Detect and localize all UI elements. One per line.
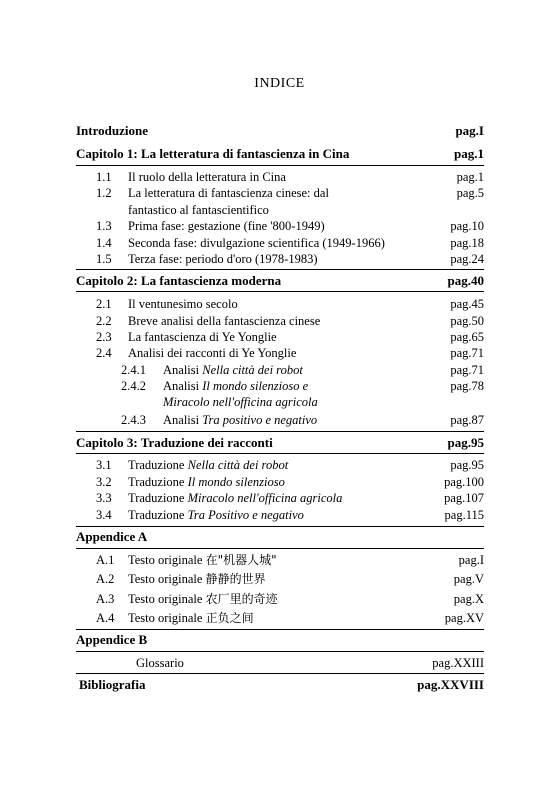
entry-label: Capitolo 3: Traduzione dei racconti [76, 435, 273, 450]
entry-label [128, 456, 288, 474]
divider [76, 651, 484, 652]
entry-label [128, 489, 342, 507]
entry-number: 1.3 [96, 219, 112, 233]
entry-label: Appendice A [76, 529, 148, 544]
entry-label: Glossario [136, 656, 184, 670]
entry-label: Capitolo 1: La letteratura di fantascienza in Cina [76, 146, 350, 161]
entry-label: La letteratura di fantascienza cinese: dal [128, 186, 329, 200]
page-title: INDICE [254, 76, 305, 91]
toc-entry-1-2[interactable] [76, 184, 484, 202]
chinese-title: 农厂里的奇迹 [205, 592, 278, 606]
entry-page: pag.115 [444, 508, 484, 522]
entry-page: pag.107 [444, 491, 484, 505]
entry-page: pag.V [453, 572, 484, 586]
entry-page: pag.71 [450, 363, 484, 377]
entry-label: La fantascienza di Ye Yonglie [128, 330, 277, 344]
entry-page: pag.100 [444, 475, 484, 489]
entry-label: Appendice B [76, 632, 148, 647]
entry-page: pag.87 [450, 413, 484, 427]
toc-entry-a-2[interactable] [76, 570, 484, 588]
entry-number: 2.3 [96, 330, 112, 344]
entry-prefix: Testo originale [128, 592, 206, 606]
entry-page: pag.40 [447, 273, 484, 288]
story-title: Il mondo silenzioso [202, 379, 300, 393]
divider [76, 269, 484, 270]
entry-number: 2.4.1 [121, 363, 146, 377]
entry-page: pag.1 [456, 170, 484, 184]
divider [76, 629, 484, 630]
entry-label: Bibliografia [79, 677, 146, 692]
entry-label: Analisi dei racconti di Ye Yonglie [128, 346, 297, 360]
entry-prefix: Traduzione [128, 458, 188, 472]
entry-number: 1.4 [96, 236, 112, 250]
entry-page: pag.X [453, 592, 484, 606]
entry-number: 2.1 [96, 297, 112, 311]
chinese-title: 正负之间 [205, 611, 254, 625]
toc-entry-1-5[interactable] [76, 250, 484, 268]
entry-label [128, 609, 254, 627]
toc-entry-appendice-b[interactable] [76, 631, 484, 649]
entry-label: Breve analisi della fantascienza cinese [128, 314, 321, 328]
story-title: Tra positivo e negativo [202, 413, 318, 427]
entry-label: Introduzione [76, 123, 148, 138]
entry-number: 2.4 [96, 346, 112, 360]
divider [76, 453, 484, 454]
entry-page: pag.78 [450, 379, 484, 393]
entry-page: pag.XV [444, 611, 484, 625]
entry-label [128, 590, 278, 608]
entry-page: pag.5 [456, 186, 484, 200]
toc-entry-a-4[interactable] [76, 609, 484, 627]
toc-entry-a-3[interactable] [76, 590, 484, 608]
entry-prefix: Testo originale [128, 611, 206, 625]
entry-label: Capitolo 2: La fantascienza moderna [76, 273, 282, 288]
toc-entry-2-4-3[interactable] [76, 411, 484, 429]
toc-entry-capitolo-2[interactable] [76, 272, 484, 290]
entry-prefix: Traduzione [128, 508, 188, 522]
entry-label [128, 570, 266, 588]
toc-entry-2-4[interactable] [76, 344, 484, 362]
entry-prefix: Analisi [163, 413, 203, 427]
entry-label: Il ruolo della letteratura in Cina [128, 170, 286, 184]
entry-page: pag.1 [454, 146, 484, 161]
toc-entry-capitolo-1[interactable] [76, 145, 484, 163]
toc-entry-capitolo-3[interactable] [76, 434, 484, 452]
divider [76, 673, 484, 674]
entry-label: Il ventunesimo secolo [128, 297, 238, 311]
toc-entry-3-1[interactable] [76, 456, 484, 474]
entry-label [128, 551, 277, 569]
entry-label-line-2: fantastico al fantascientifico [128, 203, 269, 217]
entry-prefix: Traduzione [128, 491, 188, 505]
toc-entry-3-3[interactable] [76, 489, 484, 507]
entry-number: 3.3 [96, 491, 112, 505]
story-title: Il mondo silenzioso [187, 475, 285, 489]
entry-number: 3.2 [96, 475, 112, 489]
entry-number: A.1 [96, 553, 115, 567]
entry-prefix: Analisi [163, 363, 203, 377]
toc-entry-2-1[interactable] [76, 295, 484, 313]
entry-page: pag.45 [450, 297, 484, 311]
divider [76, 165, 484, 166]
entry-number: 2.4.2 [121, 379, 146, 393]
toc-entry-appendice-a[interactable] [76, 528, 484, 546]
entry-prefix: Traduzione [128, 475, 188, 489]
toc-entry-3-4[interactable] [76, 506, 484, 524]
entry-number: 2.2 [96, 314, 112, 328]
entry-label: Seconda fase: divulgazione scientifica (1949-1966) [128, 236, 385, 250]
entry-page: pag.95 [447, 435, 484, 450]
entry-page: pag.50 [450, 314, 484, 328]
chinese-title: 在"机器人城" [205, 553, 277, 567]
entry-label: Prima fase: gestazione (fine '800-1949) [128, 219, 325, 233]
divider [76, 526, 484, 527]
entry-label [163, 411, 317, 429]
divider [76, 431, 484, 432]
entry-number: A.4 [96, 611, 115, 625]
entry-page: pag.I [455, 123, 484, 138]
entry-label [128, 506, 304, 524]
chinese-title: 静静的世界 [205, 572, 266, 586]
story-title: Nella città dei robot [187, 458, 289, 472]
entry-number: 2.4.3 [121, 413, 146, 427]
entry-label: Terza fase: periodo d'oro (1978-1983) [128, 252, 318, 266]
toc-entry-glossario[interactable] [76, 654, 484, 672]
entry-page: pag.65 [450, 330, 484, 344]
story-title-line-2: Miracolo nell'officina agricola [163, 395, 318, 409]
toc-entry-1-3[interactable] [76, 217, 484, 235]
entry-number: 1.1 [96, 170, 112, 184]
divider [76, 548, 484, 549]
entry-prefix: Testo originale [128, 553, 206, 567]
story-title: Nella città dei robot [202, 363, 303, 377]
story-title: Miracolo nell'officina agricola [187, 491, 343, 505]
entry-number: 1.5 [96, 252, 112, 266]
entry-number: 3.4 [96, 508, 112, 522]
entry-number: 3.1 [96, 458, 112, 472]
toc-entry-bibliografia[interactable] [76, 676, 484, 694]
entry-number: A.2 [96, 572, 115, 586]
entry-page: pag.24 [450, 252, 484, 266]
toc-entry-2-4-2-continued [76, 393, 484, 411]
entry-prefix: Analisi [163, 379, 203, 393]
entry-page: pag.I [458, 553, 484, 567]
toc-entry-a-1[interactable] [76, 551, 484, 569]
story-title: Tra Positivo e negativo [187, 508, 304, 522]
entry-number: 1.2 [96, 186, 112, 200]
entry-page: pag.18 [450, 236, 484, 250]
entry-page: pag.XXVIII [417, 677, 484, 692]
entry-number: A.3 [96, 592, 115, 606]
divider [76, 291, 484, 292]
entry-suffix: e [299, 379, 309, 393]
entry-prefix: Testo originale [128, 572, 206, 586]
entry-page: pag.10 [450, 219, 484, 233]
toc-entry-introduzione[interactable] [76, 122, 484, 140]
entry-page: pag.71 [450, 346, 484, 360]
entry-page: pag.95 [450, 458, 484, 472]
entry-page: pag.XXIII [432, 656, 484, 670]
